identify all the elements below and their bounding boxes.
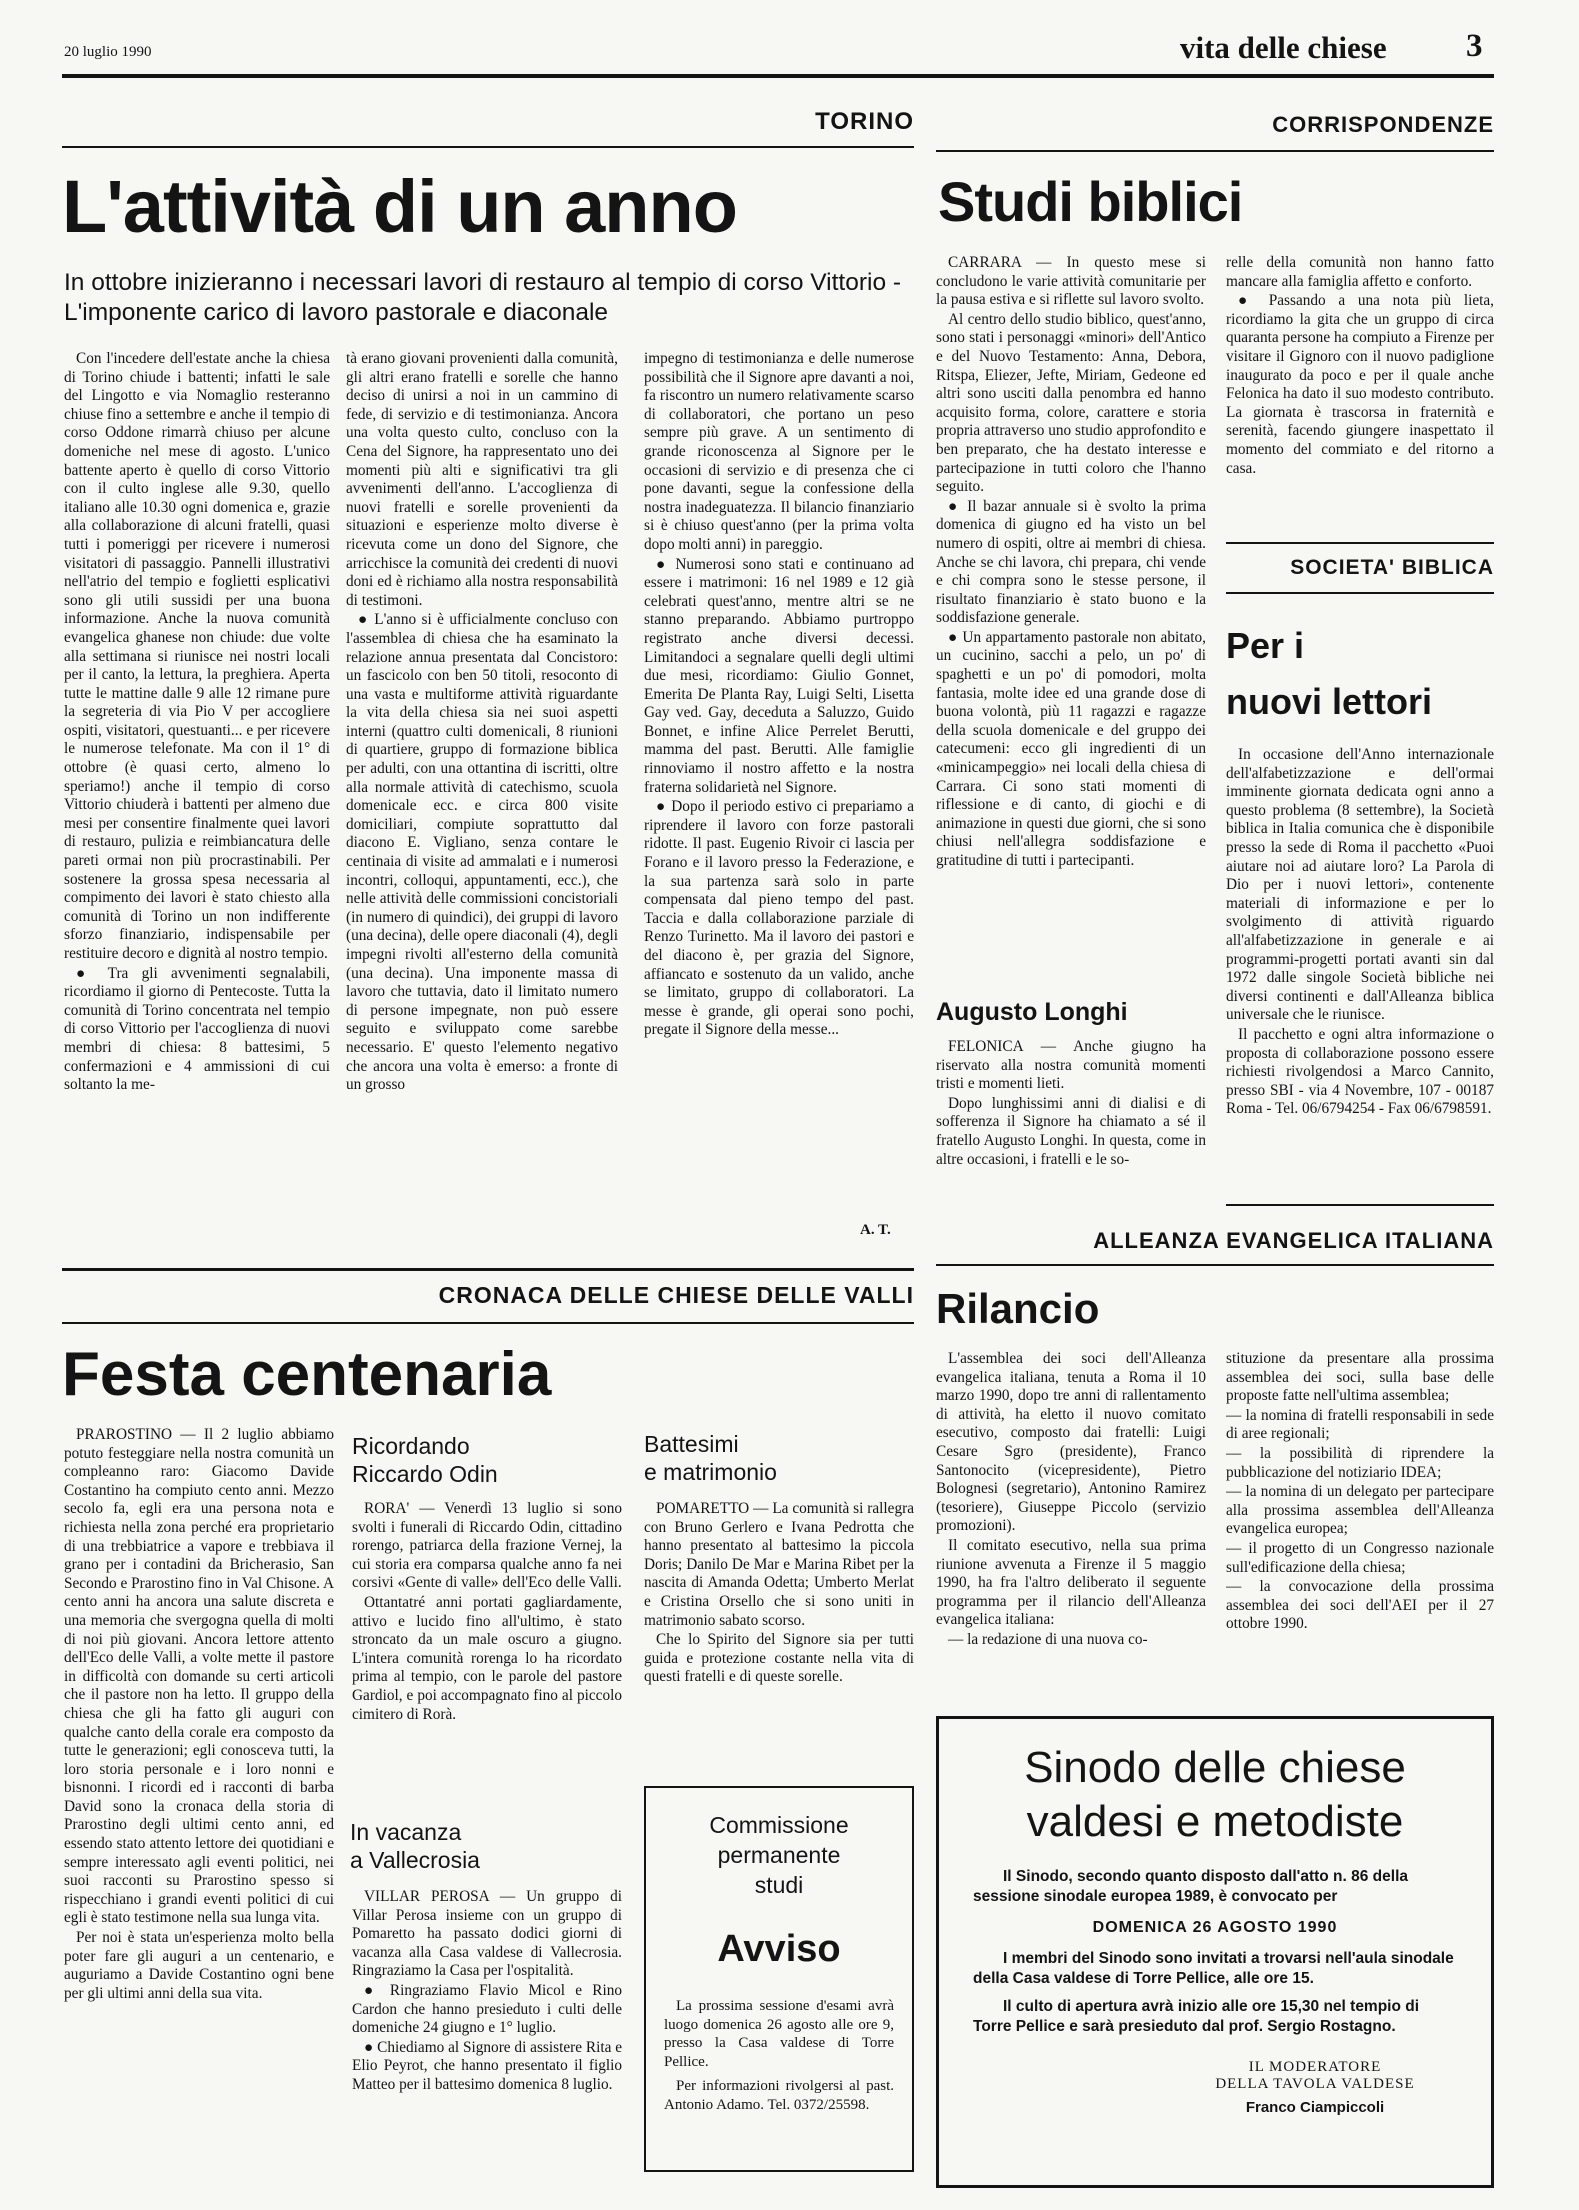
paragraph: Per noi è stata un'esperienza molto bella poter fare gli auguri a un centenario, e auguriamo a Davide Costantino ogni bene per gli ultimi anni della sua vita. bbox=[64, 1929, 334, 2002]
torino-subtitle: In ottobre inizieranno i necessari lavori di restauro al tempio di corso Vittorio - L'imponente carico di lavoro pastorale e diaconale bbox=[64, 269, 902, 326]
paragraph: Ottantatré anni portati gagliardamente, attivo e lucido fino all'ultimo, è stato stroncato da un male oscuro a giugno. L'intera comunità rorenga lo ha ricordato prima al tempio, con le parole del pastore Gardiol, e poi accompagnato fino al piccolo cimitero di Rorà. bbox=[352, 1593, 622, 1723]
studi-biblici-column-2 bbox=[1226, 254, 1494, 514]
list-item: — la possibilità di riprendere la pubblicazione del notiziario IDEA; bbox=[1226, 1444, 1494, 1481]
sinodo-date: DOMENICA 26 AGOSTO 1990 bbox=[1092, 1919, 1338, 1936]
list-item: — la convocazione della prossima assemblea dei soci dell'AEI per il 27 ottobre 1990. bbox=[1226, 1578, 1494, 1633]
list-item: — la nomina di fratelli responsabili in sede di aree regionali; bbox=[1226, 1406, 1494, 1443]
torino-column-1 bbox=[64, 350, 330, 1240]
paragraph: CARRARA — In questo mese si concludono le varie attività comunitarie per la pausa estiva e si riflette sul lavoro svolto. bbox=[936, 254, 1206, 309]
longhi-text bbox=[936, 1038, 1206, 1178]
vallecrosia-heading-line-1: In vacanza bbox=[350, 1819, 462, 1845]
paragraph: Il pacchetto e ogni altra informazione o proposta di collaborazione possono essere richiesti rivolgendosi a Marco Cannito, presso SBI - via 4 Novembre, 107 - 00187 Roma - Tel. 06/6794254 - Fax 06/6798591. bbox=[1226, 1025, 1494, 1118]
paragraph: stituzione da presentare alla prossima assemblea dei soci, sulla base delle proposte fatte nell'ultima assemblea; bbox=[1226, 1350, 1494, 1405]
societa-kicker: SOCIETA' BIBLICA bbox=[1290, 556, 1494, 579]
prarostino-column bbox=[64, 1426, 334, 2194]
paragraph: relle della comunità non hanno fatto mancare alla famiglia affetto e conforto. bbox=[1226, 254, 1494, 290]
sinodo-text-3: Il culto di apertura avrà inizio alle ore 15,30 nel tempio di Torre Pellice e sarà presieduto dal prof. Sergio Rostagno. bbox=[973, 1998, 1420, 2035]
paragraph: ● Un appartamento pastorale non abitato, un cucinino, sacchi a pelo, un po' di spaghetti e un po' di pomodori, molta fantasia, molte idee ed una grande dose di buona volontà, più 11 ragazzi e ragazze della scuola domenicale e del gruppo dei catecumeni: ecco gli ingredienti di un «minicampeggio» nei locali della chiesa di Carrara. Ci sono stati momenti di riflessione e di canto, di giochi e di animazione in questi due giorni, che si sono chiusi nell'allegra soddisfazione e gratitudine di tutti i partecipanti. bbox=[936, 628, 1206, 869]
sinodo-signature-role-1: IL MODERATORE bbox=[1248, 2059, 1382, 2075]
sinodo-text-2: I membri del Sinodo sono invitati a trovarsi nell'aula sinodale della Casa valdese di Torre Pellice, alle ore 15. bbox=[973, 1950, 1454, 1987]
battesimi-heading bbox=[644, 1430, 777, 1486]
paragraph: POMARETTO — La comunità si rallegra con Bruno Gerlero e Ivana Pedrotta che hanno presentato al battesimo la piccola Doris; Danilo De Mar e Marina Ribet per la nascita di Amanda Odetta; Umberto Merlat e Cristina Orsello che si sono uniti in matrimonio sabato scorso. bbox=[644, 1500, 914, 1629]
societa-bottom-rule bbox=[1226, 1204, 1494, 1206]
paragraph: VILLAR PEROSA — Un gruppo di Villar Perosa insieme con un gruppo di Pomaretto ha passato dodici giorni di vacanza alla Casa valdese di Vallecrosia. Ringraziamo la Casa per l'ospitalità. bbox=[352, 1888, 622, 1980]
paragraph: ● Passando a una nota più lieta, ricordiamo la gita che un gruppo di circa quaranta persone ha compiuto a Firenze per visitare il Gignoro con il nuovo padiglione inaugurato da poco e per il quale anche Felonica ha dato il suo modesto contributo. La giornata è trascorsa in fraternità e serenità, facendo giungere inaspettato il momento del commiato e del ritorno a casa. bbox=[1226, 292, 1494, 477]
odin-heading-line-1: Ricordando bbox=[352, 1433, 470, 1459]
sinodo-signature-name: Franco Ciampiccoli bbox=[1245, 2099, 1385, 2116]
festa-centenaria-headline: Festa centenaria bbox=[62, 1340, 552, 1409]
paragraph: ● Il bazar annuale si è svolto la prima domenica di giugno ed ha visto un bel numero di ospiti, oltre ai membri di chiesa. Anche se chi lavora, chi prepara, chi vende e chi compra sono le stesse persone, il risultato finanziario è stato buono e la soddisfazione generale. bbox=[936, 497, 1206, 627]
societa-top-rule bbox=[1226, 542, 1494, 544]
rilancio-column-1 bbox=[936, 1350, 1206, 1680]
societa-headline-line-2: nuovi lettori bbox=[1226, 681, 1432, 722]
torino-kicker: TORINO bbox=[815, 108, 914, 135]
torino-column-2 bbox=[346, 350, 618, 1240]
paragraph: Con l'incedere dell'estate anche la chiesa di Torino chiude i battenti; infatti le sale del Lingotto e via Nomaglio resteranno chiuse fino a settembre e anche il tempio di corso Oddone rimarrà chiuso per alcune domeniche nel mese di agosto. L'unico battente aperto è quello di corso Vittorio con il culto inglese alle 9.30, quello italiano alle 10.30 ogni domenica e, grazie alla collaborazione di alcuni fratelli, quasi tutti i pomeriggi per ricevere i numerosi visitatori di passaggio. Pannelli illustrativi nell'atrio del tempio e foglietti esplicativi sono gli utili sussidi per una buona informazione. Anche la nuova comunità evangelica ghanese non chiude: due volte alla settimana si riunisce nei nostri locali per il canto, la lettura, la preghiera. Aperta tutte le mattine dalle 9 alle 12 rimane pure la segreteria di via Pio V per accogliere ospiti, visitatori, questuanti... e per ricevere le numerose telefonate. Ma con il 1° di ottobre (è quasi certo, almeno lo speriamo!) anche il tempio di corso Vittorio chiuderà i battenti per almeno due mesi per consentire finalmente quei lavori di restauro, pulizia e reimbiancatura delle pareti ormai non più procrastinabili. Per sostenere la grossa spesa necessaria al compimento dei lavori è stato chiesto alla comunità di Torino un non indifferente sforzo finanziario, indispensabile per restituire decoro e dignità al nostro tempio. bbox=[64, 350, 330, 962]
sinodo-signature-role-2: DELLA TAVOLA VALDESE bbox=[1215, 2076, 1415, 2092]
sinodo-heading-line-1: Sinodo delle chiese bbox=[1024, 1743, 1406, 1792]
paragraph: ● Dopo il periodo estivo ci prepariamo a riprendere il lavoro con forze pastorali ridotte. Il past. Eugenio Rivoir ci lascia per Forano e il lavoro presso la Federazione, e la sua partenza sarà solo in parte compensata dal pieno tempo del past. Taccia e dalla collaborazione parziale di Renzo Turinetto. Ma il lavoro dei pastori e del diacono è, per grazia del Signore, affiancato e sostenuto da un valido, anche se limitato, gruppo di collaboratori. La messe è grande, gli operai sono pochi, pregate il Signore della messe... bbox=[644, 798, 914, 1039]
commissione-heading-line-1: Commissione bbox=[709, 1812, 849, 1838]
paragraph: PRAROSTINO — Il 2 luglio abbiamo potuto festeggiare nella nostra comunità un compleanno raro: Giacomo Davide Costantino ha compiuto cento anni. Mezzo secolo fa, egli era una persona nota e richiesta nella zona perché era proprietario di una trebbiatrice a vapore e trebbiava il grano per i contadini da Bricherasio, San Secondo e Prarostino fino in Val Chisone. A cento anni ha ancora una salute discreta e una memoria che svergogna quella di molti di noi più giovani. Ancora lettore attento dell'Eco delle Valli, a volte mette il pastore in difficoltà con domande su certi articoli che il pastore non ha letto. Il gruppo della chiesa che gli ha fatto gli auguri con qualche canto della corale era composto da tutte le generazioni; egli conosceva tutti, la loro storia personale e i loro nonni e bisnonni. I ricordi ed i racconti di barba David sono la cronaca della storia di Prarostino degli ultimi cento anni, ed essendo stato attento lettore dei quotidiani e sempre interessato agli eventi politici, nei suoi racconti su Prarostino spesso si rispecchiano i grandi eventi politici di cui egli è stato testimone nella sua lunga vita. bbox=[64, 1426, 334, 1927]
societa-text bbox=[1226, 746, 1494, 1186]
vallecrosia-heading-line-2: a Vallecrosia bbox=[350, 1847, 480, 1873]
vallecrosia-heading bbox=[350, 1818, 480, 1874]
battesimi-heading-line-1: Battesimi bbox=[644, 1431, 739, 1457]
paragraph: FELONICA — Anche giugno ha riservato alla nostra comunità momenti tristi e momenti lieti. bbox=[936, 1038, 1206, 1093]
masthead-rule bbox=[62, 74, 1494, 78]
corrispondenze-kicker: CORRISPONDENZE bbox=[1272, 112, 1494, 137]
societa-headline-line-1: Per i bbox=[1226, 625, 1305, 666]
odin-heading-line-2: Riccardo Odin bbox=[352, 1461, 498, 1487]
page-number: 3 bbox=[1466, 28, 1483, 64]
commissione-box bbox=[644, 1786, 914, 2172]
paragraph: Che lo Spirito del Signore sia per tutti guida e protezione costante nella vita di questi fratelli e di queste sorelle. bbox=[644, 1631, 914, 1686]
cronaca-rule bbox=[62, 1322, 914, 1324]
commissione-heading-line-3: studi bbox=[754, 1872, 804, 1898]
longhi-heading: Augusto Longhi bbox=[936, 998, 1128, 1026]
avviso-heading: Avviso bbox=[717, 1928, 841, 1970]
torino-signature: A. T. bbox=[860, 1222, 891, 1238]
paragraph: ● Ringraziamo Flavio Micol e Rino Cardon che hanno presieduto i culti delle domeniche 24 giugno e 1° luglio. bbox=[352, 1981, 622, 2037]
commissione-text-1: La prossima sessione d'esami avrà luogo domenica 26 agosto alle ore 9, presso la Casa valdese di Torre Pellice. bbox=[664, 1998, 894, 2070]
issue-date: 20 luglio 1990 bbox=[64, 44, 152, 60]
alleanza-kicker: ALLEANZA EVANGELICA ITALIANA bbox=[1093, 1228, 1494, 1253]
cronaca-top-rule bbox=[62, 1268, 914, 1271]
commissione-text-2: Per informazioni rivolgersi al past. Antonio Adamo. Tel. 0372/25598. bbox=[664, 2078, 894, 2113]
rilancio-column-2 bbox=[1226, 1350, 1494, 1680]
paragraph: ● Numerosi sono stati e continuano ad essere i matrimoni: 16 nel 1989 e 12 già celebrati quest'anno, mentre altri se ne stanno preparando. Abbiamo purtroppo registrato anche diversi decessi. Limitandoci a segnalare quelli degli ultimi due mesi, ricordiamo: Giulio Gonnet, Emerita De Planta Ray, Luigi Selti, Lisetta Gay ved. Gay, deceduta a Saluzzo, Guido Bonnet, e infine Alice Perrelet Berutti, mamma del past. Berutti. Alle famiglie rinnoviamo il nostro affetto e la nostra fraterna solidarietà nel Signore. bbox=[644, 555, 914, 796]
battesimi-heading-line-2: e matrimonio bbox=[644, 1459, 777, 1485]
sinodo-heading-line-2: valdesi e metodiste bbox=[1026, 1797, 1404, 1846]
paragraph: — la redazione di una nuova co- bbox=[948, 1630, 1148, 1648]
paragraph: Al centro dello studio biblico, quest'anno, sono stati i personaggi «minori» dell'Antico e del Nuovo Testamento: Anna, Debora, Ritspa, Eliezer, Jefte, Miriam, Gedeone ed altri sono usciti dalla penombra ed hanno acquisito forma, colore, carattere e storia propria attraverso uno studio approfondito e ben preparato, che ha destato interesse e partecipazione in tutti coloro che l'hanno seguito. bbox=[936, 310, 1206, 496]
list-item: — il progetto di un Congresso nazionale sull'edificazione della chiesa; bbox=[1226, 1539, 1494, 1576]
societa-rule bbox=[1226, 592, 1494, 594]
commissione-heading bbox=[646, 1810, 912, 1900]
sinodo-text-1: Il Sinodo, secondo quanto disposto dall'atto n. 86 della sessione sinodale europea 1989, è convocato per bbox=[973, 1868, 1408, 1905]
paragraph: L'assemblea dei soci dell'Alleanza evangelica italiana, tenuta a Roma il 10 marzo 1990, dopo tre anni di rallentamento di attività, ha eletto il nuovo comitato esecutivo, composto dai fratelli: Luigi Cesare Sgro (presidente), Franco Santonocito (vicepresidente), Pietro Bolognesi (segretario), Antonino Ramirez (tesoriere), Giuseppe Piccolo (servizio promozioni). bbox=[936, 1350, 1206, 1535]
odin-text bbox=[352, 1500, 622, 1790]
paragraph: RORA' — Venerdì 13 luglio si sono svolti i funerali di Riccardo Odin, cittadino rorengo, patriarca della frazione Vernej, la cui storia era comparsa qualche anno fa nei corsivi «Gente di valle» dell'Eco delle Valli. bbox=[352, 1500, 622, 1592]
odin-heading bbox=[352, 1432, 498, 1488]
studi-biblici-column-1 bbox=[936, 254, 1206, 992]
torino-headline: L'attività di un anno bbox=[62, 165, 737, 248]
paragraph: ● Tra gli avvenimenti segnalabili, ricordiamo il giorno di Pentecoste. Tutta la comunità di Torino concentrata nel tempio di corso Vittorio per l'accoglienza di nuovi membri di chiesa: 8 battesimi, 5 confermazioni e 4 ammissioni di cui soltanto la me- bbox=[64, 964, 330, 1094]
paragraph: tà erano giovani provenienti dalla comunità, gli altri erano fratelli e sorelle che hanno deciso di unirsi a noi in un cammino di fede, di servizio e di testimonianza. Ancora una volta questo culto, concluso con la Cena del Signore, ha rappresentato uno dei momenti più alti e significativi tra gli avvenimenti dell'anno. L'accoglienza di nuovi fratelli e sorelle provenienti da situazioni e esperienze molto diverse è ricevuta come un dono del Signore, che arricchisce la comunità dei credenti di nuovi doni ed è richiamo alla nostra responsabilità di testimoni. bbox=[346, 350, 618, 609]
paragraph: ● Chiediamo al Signore di assistere Rita e Elio Peyrot, che hanno presentato il figlio Matteo per il battesimo domenica 8 luglio. bbox=[352, 2038, 622, 2093]
alleanza-rule bbox=[936, 1264, 1494, 1266]
torino-rule bbox=[62, 146, 914, 148]
commissione-heading-line-2: permanente bbox=[717, 1842, 841, 1868]
cronaca-kicker: CRONACA DELLE CHIESE DELLE VALLI bbox=[438, 1282, 914, 1308]
paragraph: Il comitato esecutivo, nella sua prima riunione avvenuta a Firenze il 5 maggio 1990, ha fra l'altro deliberato il seguente programma per il rilancio dell'Alleanza evangelica italiana: bbox=[936, 1536, 1206, 1629]
paragraph: Dopo lunghissimi anni di dialisi e di sofferenza il Signore ha chiamato a sé il fratello Augusto Longhi. In questa, come in altre occasioni, i fratelli e le so- bbox=[936, 1094, 1206, 1168]
torino-column-3 bbox=[644, 350, 914, 1210]
paragraph: impegno di testimonianza e delle numerose possibilità che il Signore apre davanti a noi, fa riscontro un numero relativamente scarso di collaboratori, che portano un peso sempre più grave. A un sentimento di grande riconoscenza al Signore per le occasioni di servizio e di presenza che ci pone davanti, segue la confessione della nostra inadeguatezza. Il bilancio finanziario si è chiuso quest'anno (per la prima volta dopo molti anni) in pareggio. bbox=[644, 350, 914, 553]
sinodo-heading bbox=[939, 1741, 1491, 1849]
paragraph: In occasione dell'Anno internazionale dell'alfabetizzazione e dell'ormai imminente giornata dedicata ogni anno a questo problema (8 settembre), la Società biblica in Italia comunica che è disponibile presso la sede di Roma il pacchetto «Puoi aiutare noi ad aiutare loro? La Parola di Dio per i nuovi lettori», contenente materiali di informazione e per lo svolgimento di attività riguardo all'alfabetizzazione in generale e ai programmi-progetti portati avanti sin dal 1972 dalle singole Società bibliche nei diversi continenti e dall'Alleanza biblica universale che le riunisce. bbox=[1226, 746, 1494, 1024]
paragraph: ● L'anno si è ufficialmente concluso con l'assemblea di chiesa che ha esaminato la relazione annua presentata dal Concistoro: un fascicolo con ben 50 titoli, resoconto di una vasta e multiforme attività riguardante la vita della chiesa sia nei suoi aspetti interni (quattro culti domenicali, 8 riunioni di quartiere, gruppo di formazione biblica per adulti, con una ottantina di iscritti, oltre alla normale attività di catechismo, scuola domenicale ecc. e circa 800 visite domiciliari, compiute soprattutto dal diacono E. Vigliano, senza contare le centinaia di visite ad ammalati e i numerosi incontri, colloqui, appuntamenti, ecc.), che nelle attività delle commissioni concistoriali (in numero di quindici), dei gruppi di lavoro (una decina), delle opere diaconali (4), degli impegni rivolti all'esterno della comunità (una decina). Una imponente massa di lavoro che tuttavia, dato il limitato numero di persone impegnate, non può essere seguito e sviluppato come sarebbe necessario. E' questo l'elemento negativo che ancora una volta è emerso: a fronte di un grosso bbox=[346, 611, 618, 1094]
list-item: — la nomina di un delegato per partecipare alla prossima assemblea dell'Alleanza evangelica europea; bbox=[1226, 1483, 1494, 1538]
corrispondenze-rule bbox=[936, 150, 1494, 152]
sinodo-box bbox=[936, 1716, 1494, 2188]
vallecrosia-text bbox=[352, 1888, 622, 2188]
battesimi-text bbox=[644, 1500, 914, 1780]
studi-biblici-headline: Studi biblici bbox=[938, 170, 1243, 233]
rilancio-headline: Rilancio bbox=[936, 1285, 1100, 1332]
newspaper-section-name: vita delle chiese bbox=[1180, 30, 1387, 65]
